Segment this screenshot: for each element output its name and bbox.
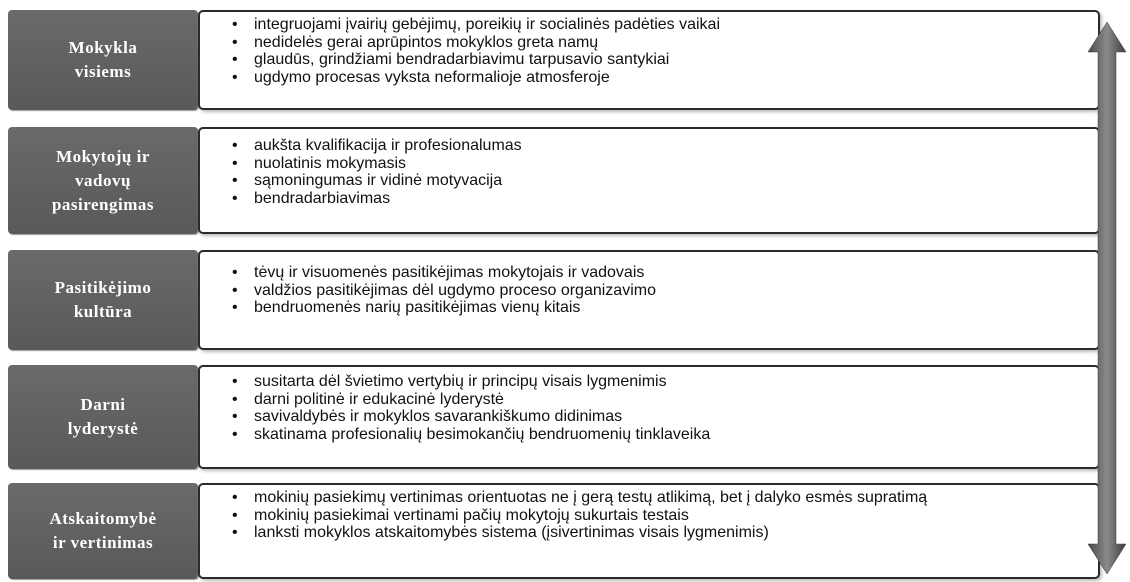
- list-item: • mokinių pasiekimai vertinami pačių mokytojų sukurtais testais: [232, 507, 1070, 525]
- list-item: • bendruomenės narių pasitikėjimas vienų kitais: [232, 299, 1070, 317]
- row-content-box: [198, 250, 1100, 350]
- row-label-text: Darni lyderystė: [67, 395, 139, 438]
- row-content-box: [198, 483, 1100, 579]
- list-item: • darni politinė ir edukacinė lyderystė: [232, 391, 1070, 409]
- bullet-list: [232, 489, 1070, 542]
- list-item: • mokinių pasiekimų vertinimas orientuotas ne į gerą testų atlikimą, bet į dalyko esmės supratimą: [232, 489, 1070, 507]
- row-content-box: [198, 365, 1100, 469]
- row-label: [8, 365, 198, 469]
- bullet-list: [232, 137, 1070, 207]
- row-label: [8, 250, 198, 350]
- list-item: • susitarta dėl švietimo vertybių ir principų visais lygmenimis: [232, 373, 1070, 391]
- row-label: [8, 127, 198, 234]
- row-label-text: Mokykla visiems: [68, 38, 138, 81]
- row-label: [8, 10, 198, 110]
- row-label-text: Pasitikėjimo kultūra: [54, 278, 152, 321]
- list-item: • ugdymo procesas vyksta neformalioje atmosferoje: [232, 69, 1070, 87]
- list-item: • valdžios pasitikėjimas dėl ugdymo proceso organizavimo: [232, 282, 1070, 300]
- row-label: [8, 483, 198, 579]
- row-label-text: Atskaitomybė ir vertinimas: [49, 509, 157, 552]
- list-item: • sąmoningumas ir vidinė motyvacija: [232, 172, 1070, 190]
- row-label-text: Mokytojų ir vadovų pasirengimas: [51, 146, 155, 214]
- row-content-box: [198, 10, 1100, 110]
- list-item: • lanksti mokyklos atskaitomybės sistema (įsivertinimas visais lygmenimis): [232, 524, 1070, 542]
- list-item: • nedidelės gerai aprūpintos mokyklos greta namų: [232, 34, 1070, 52]
- row-content-box: [198, 127, 1100, 234]
- double-arrow-icon: [1088, 22, 1126, 574]
- list-item: • tėvų ir visuomenės pasitikėjimas mokytojais ir vadovais: [232, 264, 1070, 282]
- list-item: • glaudūs, grindžiami bendradarbiavimu tarpusavio santykiai: [232, 51, 1070, 69]
- bullet-list: [232, 16, 1070, 86]
- list-item: • aukšta kvalifikacija ir profesionalumas: [232, 137, 1070, 155]
- list-item: • savivaldybės ir mokyklos savarankiškumo didinimas: [232, 408, 1070, 426]
- list-item: • bendradarbiavimas: [232, 190, 1070, 208]
- bullet-list: [232, 373, 1070, 443]
- list-item: • nuolatinis mokymasis: [232, 155, 1070, 173]
- bullet-list: [232, 264, 1070, 317]
- list-item: • integruojami įvairių gebėjimų, poreikių ir socialinės padėties vaikai: [232, 16, 1070, 34]
- list-item: • skatinama profesionalių besimokančių bendruomenių tinklaveika: [232, 426, 1070, 444]
